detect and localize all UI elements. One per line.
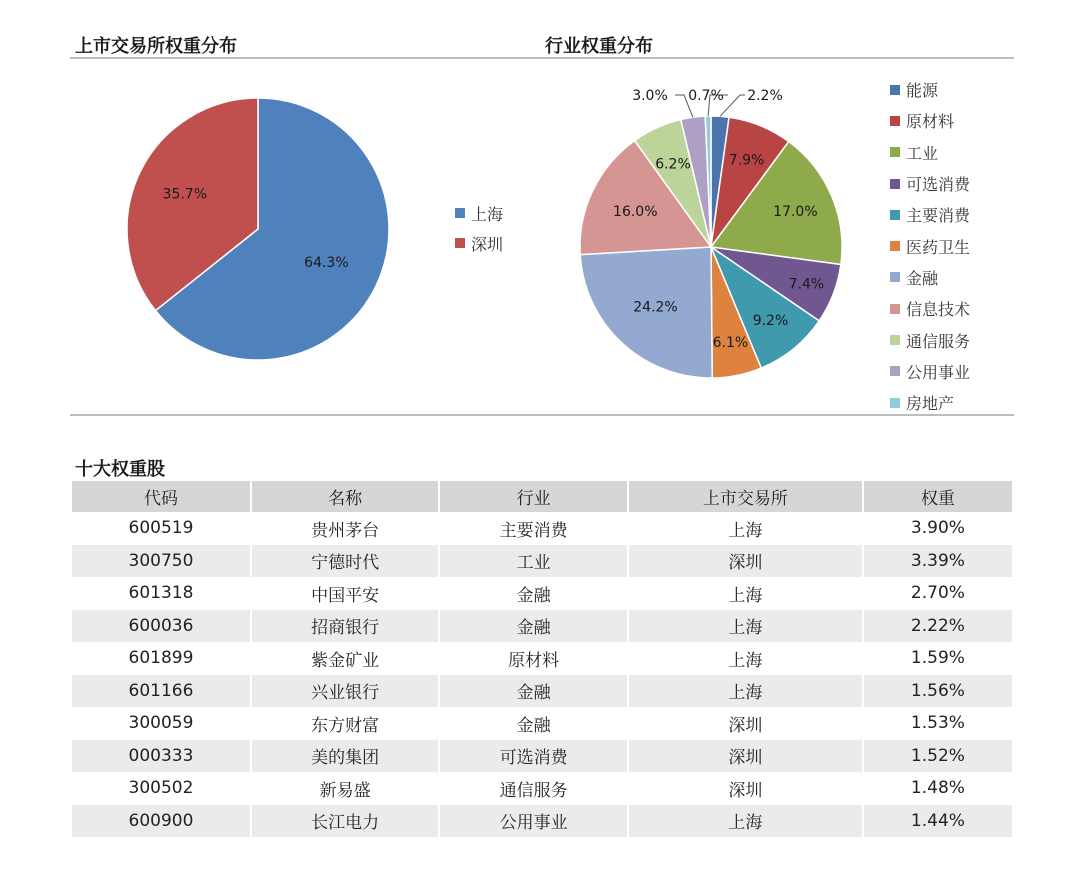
table-cell: 600900 — [72, 805, 250, 838]
table-cell: 紫金矿业 — [311, 650, 380, 671]
legend-item-0-1 — [455, 228, 503, 258]
table-cell: 3.39% — [864, 545, 1012, 578]
table-cell: 上海 — [629, 610, 862, 643]
legend-swatch — [890, 272, 900, 282]
legend-label: 金融 — [906, 268, 939, 288]
table-row — [72, 772, 1012, 805]
legend-item-1-4 — [890, 199, 970, 230]
legend-item-1-7 — [890, 293, 970, 324]
legend-label: 可选消费 — [906, 175, 971, 195]
table-cell: 1.52% — [864, 740, 1012, 773]
legend-label: 深圳 — [471, 234, 504, 254]
legend-item-1-0 — [890, 74, 970, 105]
legend-item-1-3 — [890, 168, 970, 199]
pie-data-label-1-4: 9.2% — [752, 313, 789, 330]
table-cell: 可选消费 — [440, 740, 626, 773]
table-cell: 3.90% — [910, 518, 965, 539]
table-header-row — [72, 481, 1012, 512]
table-cell: 600519 — [128, 518, 194, 539]
table-cell: 上海 — [629, 805, 862, 838]
table-cell: 主要消费 — [499, 520, 568, 541]
pie-data-label-1-3: 7.4% — [788, 276, 825, 293]
table-row — [72, 707, 1012, 740]
exchange-pie-chart — [120, 90, 400, 370]
legend-item-1-2 — [890, 137, 970, 168]
table-cell: 贵州茅台 — [311, 520, 380, 541]
table-cell: 601166 — [72, 675, 250, 708]
table-cell: 601899 — [128, 648, 194, 669]
table-header-cell: 代码 — [72, 481, 250, 512]
legend-swatch — [890, 241, 900, 251]
legend-swatch — [890, 398, 900, 408]
holdings-table-title: 十大权重股 — [75, 459, 165, 480]
holdings-table — [70, 481, 1014, 837]
table-cell: 招商银行 — [252, 610, 438, 643]
legend-item-1-1 — [890, 105, 970, 136]
table-cell: 金融 — [440, 675, 626, 708]
table-cell: 上海 — [629, 675, 862, 708]
legend-label: 信息技术 — [906, 300, 971, 320]
middle-divider — [70, 414, 1014, 416]
legend-swatch — [890, 210, 900, 220]
table-row — [72, 805, 1012, 838]
legend-swatch — [890, 366, 900, 376]
pie-data-label-0-1: 35.7% — [162, 186, 208, 203]
top-divider — [70, 57, 1014, 59]
table-cell: 美的集团 — [252, 740, 438, 773]
table-cell: 2.70% — [910, 583, 965, 604]
table-row — [72, 512, 1012, 545]
table-row — [72, 577, 1012, 610]
pie-data-label-1-8: 6.2% — [655, 156, 691, 173]
table-cell: 兴业银行 — [252, 675, 438, 708]
pie-data-label-1-9: 3.0% — [632, 88, 668, 104]
table-cell: 300059 — [128, 713, 194, 734]
exchange-legend — [455, 198, 503, 258]
legend-swatch — [890, 85, 900, 95]
legend-label: 能源 — [906, 81, 939, 101]
table-cell: 深圳 — [629, 740, 862, 773]
table-cell: 600036 — [72, 610, 250, 643]
table-cell: 300502 — [128, 778, 194, 799]
pie-data-label-1-6: 24.2% — [633, 299, 678, 316]
table-cell: 新易盛 — [319, 780, 371, 801]
legend-label: 原材料 — [906, 112, 955, 132]
table-header-cell: 上市交易所 — [629, 481, 862, 512]
legend-label: 医药卫生 — [906, 237, 971, 257]
table-cell: 深圳 — [728, 780, 763, 801]
table-cell: 原材料 — [508, 650, 560, 671]
legend-label: 工业 — [906, 143, 939, 163]
legend-item-1-9 — [890, 356, 970, 387]
table-cell: 601318 — [128, 583, 194, 604]
table-cell: 1.56% — [864, 675, 1012, 708]
pie-data-label-1-0: 2.2% — [747, 88, 783, 104]
legend-item-1-6 — [890, 262, 970, 293]
pie-data-label-1-5: 6.1% — [712, 335, 749, 351]
pie-data-label-0-0: 64.3% — [304, 255, 349, 271]
table-cell: 工业 — [440, 545, 626, 578]
table-cell: 1.44% — [864, 805, 1012, 838]
table-cell: 宁德时代 — [252, 545, 438, 578]
legend-label: 上海 — [471, 204, 504, 224]
table-cell: 深圳 — [629, 545, 862, 578]
legend-item-1-5 — [890, 230, 970, 261]
table-cell: 上海 — [728, 585, 763, 606]
table-cell: 通信服务 — [499, 780, 568, 801]
legend-swatch — [890, 179, 900, 189]
table-cell: 长江电力 — [252, 805, 438, 838]
table-header-cell: 权重 — [864, 481, 1012, 512]
exchange-chart-title: 上市交易所权重分布 — [75, 36, 237, 57]
leader-line-1-0 — [720, 95, 745, 116]
legend-label: 通信服务 — [906, 331, 971, 351]
industry-pie-chart — [570, 80, 860, 390]
table-row — [72, 740, 1012, 773]
table-cell: 中国平安 — [311, 585, 380, 606]
table-cell: 300750 — [72, 545, 250, 578]
table-cell: 000333 — [72, 740, 250, 773]
table-cell: 1.48% — [910, 778, 965, 799]
table-header-cell: 行业 — [440, 481, 626, 512]
legend-item-1-8 — [890, 324, 970, 355]
legend-label: 公用事业 — [906, 362, 971, 382]
pie-data-label-1-1: 7.9% — [728, 152, 765, 169]
table-cell: 金融 — [516, 585, 551, 606]
pie-data-label-1-2: 17.0% — [773, 204, 818, 221]
legend-swatch — [890, 335, 900, 345]
legend-label: 主要消费 — [906, 206, 971, 226]
table-row — [72, 545, 1012, 578]
industry-legend — [890, 74, 970, 418]
table-cell: 1.59% — [910, 648, 965, 669]
table-header-cell: 名称 — [252, 481, 438, 512]
table-cell: 深圳 — [728, 715, 763, 736]
table-cell: 东方财富 — [311, 715, 380, 736]
table-cell: 金融 — [516, 715, 551, 736]
industry-chart-title: 行业权重分布 — [545, 36, 653, 57]
legend-swatch — [890, 116, 900, 126]
legend-item-0-0 — [455, 198, 503, 228]
legend-swatch — [455, 208, 465, 218]
table-row — [72, 610, 1012, 643]
legend-label: 房地产 — [906, 394, 955, 414]
table-cell: 1.53% — [910, 713, 965, 734]
legend-swatch — [890, 304, 900, 314]
table-row — [72, 675, 1012, 708]
table-cell: 金融 — [440, 610, 626, 643]
pie-data-label-1-10: 0.7% — [688, 88, 724, 104]
table-row — [72, 642, 1012, 675]
table-cell: 上海 — [728, 650, 763, 671]
legend-swatch — [890, 147, 900, 157]
table-cell: 公用事业 — [440, 805, 626, 838]
pie-data-label-1-7: 16.0% — [613, 203, 658, 220]
table-cell: 上海 — [728, 520, 763, 541]
legend-swatch — [455, 238, 465, 248]
table-cell: 2.22% — [864, 610, 1012, 643]
